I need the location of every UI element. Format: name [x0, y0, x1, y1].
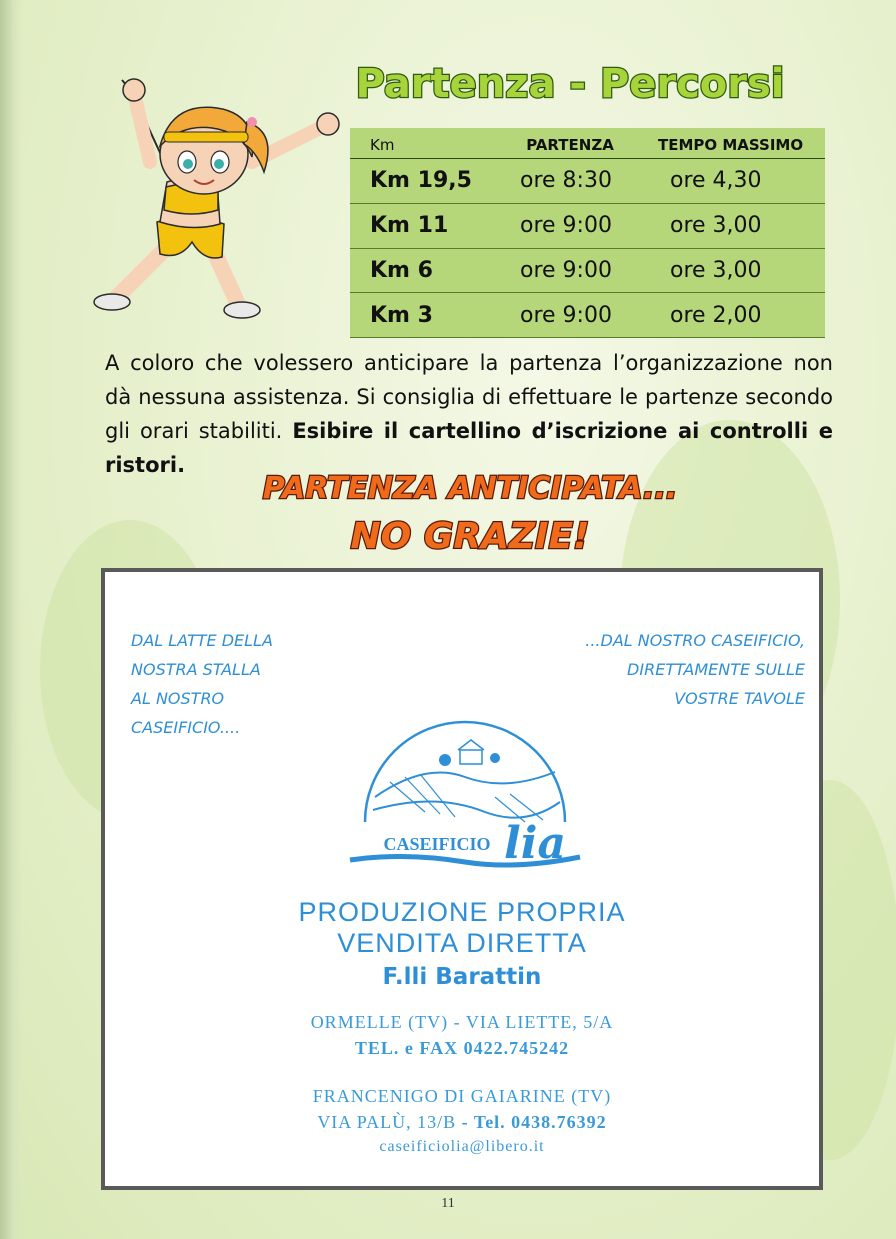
route-table [350, 128, 825, 338]
ad-left-line: AL NOSTRO [131, 689, 225, 708]
address-via-palu [105, 1112, 819, 1133]
cell-tempo: ore 2,00 [650, 293, 825, 338]
table-header-row [350, 128, 825, 159]
email-address: caseificiolia@libero.it [379, 1138, 545, 1155]
mascot-girl-illustration [92, 62, 352, 332]
header-tempo-massimo: TEMPO MASSIMO [650, 128, 825, 159]
cell-km: Km 6 [350, 248, 490, 293]
ad-right-text [585, 626, 805, 713]
header-partenza: PARTENZA [490, 128, 650, 159]
cell-partenza: ore 8:30 [490, 159, 650, 204]
phone-fax-ormelle [105, 1038, 819, 1059]
ad-right-line: DIRETTAMENTE SULLE [627, 660, 805, 679]
book-spine [0, 0, 22, 1239]
advertisement-box [101, 568, 823, 1190]
info-bold-text: Esibire il cartellino d’iscrizione ai controlli e ristori. [105, 419, 833, 477]
cell-tempo: ore 4,30 [650, 159, 825, 204]
ad-left-line: CASEIFICIO.... [131, 718, 241, 737]
table-row [350, 203, 825, 248]
production-line-2: VENDITA DIRETTA [337, 928, 587, 958]
cell-km: Km 19,5 [350, 159, 490, 204]
phone-fax-text: TEL. e FAX 0422.745242 [354, 1038, 570, 1058]
cell-tempo: ore 3,00 [650, 203, 825, 248]
production-line-1: PRODUZIONE PROPRIA [298, 897, 626, 927]
ad-right-line: VOSTRE TAVOLE [674, 689, 805, 708]
page-number: 11 [441, 1196, 455, 1211]
header-km: Km [350, 128, 490, 159]
cell-partenza: ore 9:00 [490, 293, 650, 338]
logo-script: lia [504, 818, 566, 869]
brand-name: F.lli Barattin [382, 964, 542, 990]
table-row [350, 293, 825, 338]
page-title-text: Partenza - Percorsi [355, 61, 785, 107]
table-row [350, 248, 825, 293]
logo-word: CASEIFICIO [383, 834, 491, 854]
cell-km: Km 11 [350, 203, 490, 248]
cell-km: Km 3 [350, 293, 490, 338]
page-title [350, 52, 790, 112]
slogan [220, 462, 720, 562]
address-ormelle: ORMELLE (TV) - VIA LIETTE, 5/A [310, 1012, 614, 1032]
ad-left-text [131, 626, 273, 742]
phone-francenigo: - Tel. 0438.76392 [461, 1112, 607, 1132]
ad-right-line: ...DAL NOSTRO CASEIFICIO, [585, 631, 805, 650]
cell-partenza: ore 9:00 [490, 203, 650, 248]
ad-left-line: DAL LATTE DELLA [131, 631, 273, 650]
caseificio-logo [345, 702, 585, 882]
address-francenigo: FRANCENIGO DI GAIARINE (TV) [312, 1086, 612, 1106]
address-via-palu-text: VIA PALÙ, 13/B [317, 1112, 457, 1132]
cell-partenza: ore 9:00 [490, 248, 650, 293]
ad-left-line: NOSTRA STALLA [131, 660, 261, 679]
slogan-line-1: PARTENZA ANTICIPATA... [262, 471, 678, 506]
info-text: A coloro che volessero anticipare la partenza l’organizzazione non dà nessuna assistenza. Si consiglia di effettuare le partenze secondo gli orari stabiliti. [105, 351, 833, 443]
slogan-line-2: NO GRAZIE! [350, 516, 590, 557]
table-row [350, 159, 825, 204]
cell-tempo: ore 3,00 [650, 248, 825, 293]
